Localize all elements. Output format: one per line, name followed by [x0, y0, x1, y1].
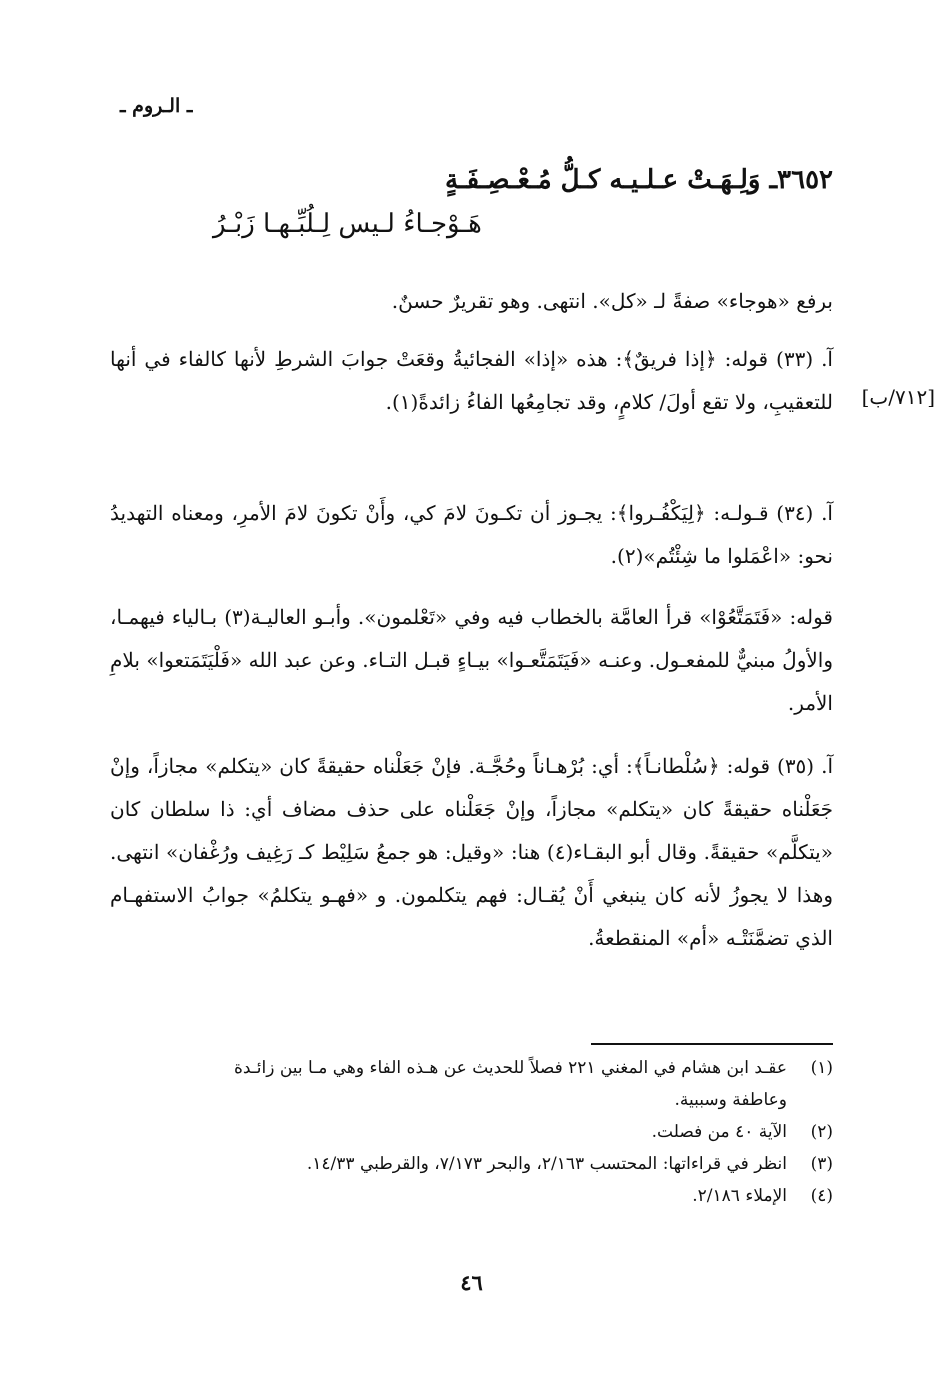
footnote-item [110, 1148, 833, 1180]
footnote-item [110, 1116, 833, 1148]
verse-hemistich-1: وَلِـهَـتْ عـلـيـه كـلُّ مُـعْـصِـفَـةٍ [445, 165, 761, 195]
footnote-text-continuation: وعاطفة وسببية. [674, 1090, 787, 1110]
poetry-verse [213, 165, 833, 239]
footnote-number: (٤) [810, 1186, 833, 1206]
footnote-text: عقـد ابن هشام في المغني ٢٢١ فصلاً للحديث عن هـذه الفاء وهي مـا بين زائـدة [233, 1058, 787, 1078]
footnote-text: الآية ٤٠ من فصلت. [651, 1122, 787, 1142]
paragraph-3: آ. (٣٤) قـولـه: ﴿لِيَكْفُـروا﴾: يجـوز أن تكـونَ لامَ كي، وأَنْ تكونَ لامَ الأمرِ، ومعناه التهديدُ نحو: «اعْمَلوا ما شِئْتُم»(٢). [110, 501, 833, 568]
paragraph-4: قوله: «فَتَمَتَّعُوْا» قرأ العامَّة بالخطاب فيه وفي «تَعْلمون». وأبـو العاليـة(٣) بـالياء فيهمـا، والأولُ مبنيٌّ للمفعـول. وعنـه «فَيَتَمَتَّعـوا» بيـاءٍ قبـل التـاء. وعن عبد الله «فَلْيَتَمَتعوا» بلامِ الأمر. [110, 605, 833, 715]
footnote-text: الإملاء ٢/١٨٦. [692, 1186, 787, 1206]
footnote-item [110, 1180, 833, 1212]
margin-folio-reference: [٧١٢/ب] [861, 385, 935, 409]
verse-number: ٣٦٥٢ـ [769, 165, 833, 195]
running-header: ـ الـروم ـ [120, 95, 193, 117]
footnote-item [110, 1052, 833, 1116]
footnote-number: (١) [810, 1058, 833, 1078]
footnote-separator [591, 1043, 833, 1045]
footnotes [110, 1052, 833, 1212]
footnote-number: (٢) [810, 1122, 833, 1142]
footnote-text: انظر في قراءاتها: المحتسب ٢/١٦٣، والبحر ٧/١٧٣، والقرطبي ١٤/٣٣. [306, 1154, 787, 1174]
verse-line-2: هَـوْجـاءُ لـيس لِـلُبِّـهـا زَبْـرُ [213, 209, 482, 239]
paragraph-1: برفع «هوجاء» صفةً لـ «كل». انتهى. وهو تقريرٌ حسنٌ. [391, 289, 833, 313]
verse-line-1 [213, 165, 833, 195]
page-number: ٤٦ [460, 1270, 483, 1295]
footnote-number: (٣) [810, 1154, 833, 1174]
paragraph-2: آ. (٣٣) قوله: ﴿إذا فريقٌ﴾: هذه «إذا» الفجائيةُ وقعَتْ جوابَ الشرطِ لأنها كالفاء في أنها للتعقيبِ، ولا تقع أولَ/ كلامٍ، وقد تجامِعُها الفاءُ زائدةً(١). [110, 347, 833, 414]
paragraph-5: آ. (٣٥) قوله: ﴿سُلْطانـاً﴾: أي: بُرْهـاناً وحُجَّـة. فإنْ جَعَلْناه حقيقةً كان «يتكلم» مجازاً، وإنْ جَعَلْناه حقيقةً كان «يتكلم» مجازاً، وإنْ جَعَلْناه على حذف مضاف أي: ذا سلطان كان «يتكلَّم» حقيقةً. وقال أبو البقـاء(٤) هنا: «وقيل: هو جمعُ سَلِيْط كـ رَغِيف ورُغْفان» انتهى. وهذا لا يجوزُ لأنه كان ينبغي أَنْ يُقـال: فهم يتكلمون. و «فهـو يتكلمُ» جوابُ الاستفهـام الذي تضمَّنَتْـه «أم» المنقطعةُ. [110, 754, 833, 950]
